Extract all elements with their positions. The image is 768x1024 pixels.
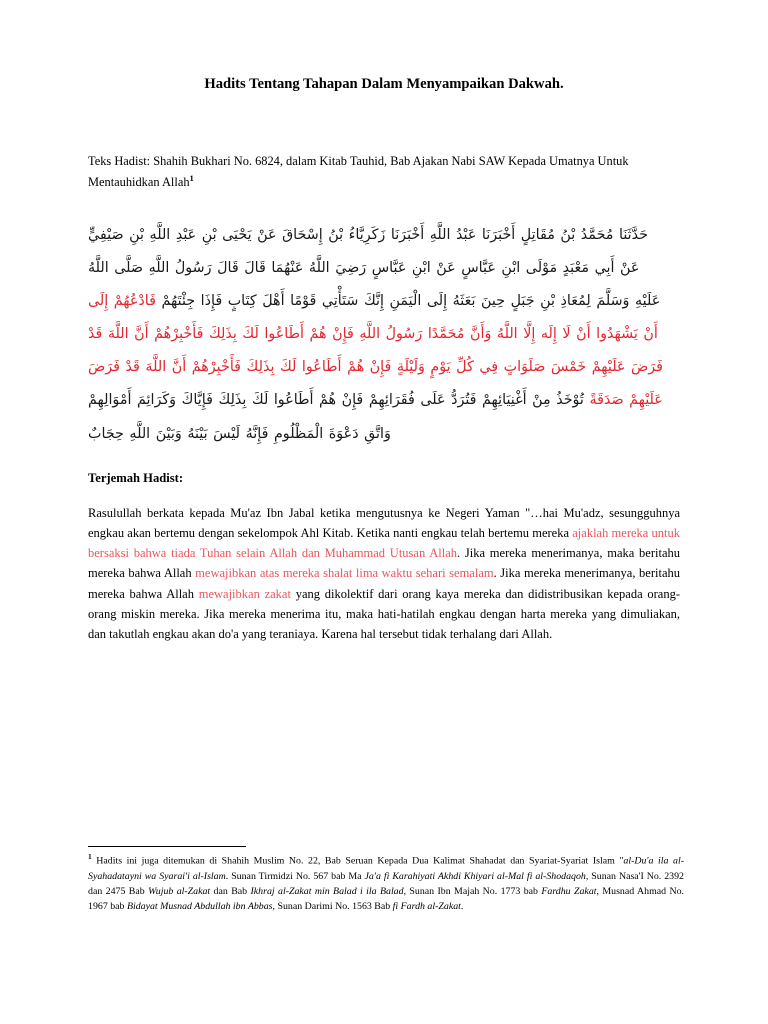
- footnote-roman-segment: .: [460, 901, 464, 913]
- arabic-line: [88, 384, 680, 417]
- footnote-roman-segment: , Sunan Ibn Majah No. 1773 bab: [403, 885, 542, 897]
- footnote-separator-rule: [88, 846, 246, 847]
- arabic-line: [88, 318, 680, 351]
- arabic-plain-segment: وَاتَّقِ دَعْوَةَ الْمَظْلُومِ فَإِنَّهُ لَيْسَ بَيْنَهُ وَبَيْنَ اللَّهِ حِجَابٌ: [88, 425, 391, 442]
- footnote-italic-segment: Wujub al-Zakat: [148, 885, 211, 897]
- arabic-plain-segment: تُوْخَذُ مِنْ أَغْنِيَائِهِمْ فَتُرَدُّ عَلَى فُقَرَائِهِمْ فَإِنْ هُمْ أَطَاعُوا لَكَ بِذَلِكَ فَإِيَّاكَ وَكَرَائِمَ أَمْوَالِهِمْ: [88, 392, 584, 409]
- arabic-hadith-text: [88, 193, 680, 451]
- footnote-roman-segment: , Sunan Nasa'I No. 2392 dan 2475 Bab: [88, 870, 684, 897]
- footnote-italic-segment: Fardhu Zakat: [541, 885, 597, 897]
- hadith-source-text: Teks Hadist: Shahih Bukhari No. 6824, dalam Kitab Tauhid, Bab Ajakan Nabi SAW Kepada Umatnya Untuk Mentauhidkan Allah: [88, 153, 629, 190]
- arabic-line: [88, 351, 680, 384]
- translation-plain-segment: . Jika mereka menerimanya, maka beritahu mereka bahwa Allah: [88, 546, 680, 581]
- translation-body: [88, 486, 680, 645]
- page-title: Hadits Tentang Tahapan Dalam Menyampaikan Dakwah.: [204, 76, 564, 92]
- arabic-plain-segment: عَنْ أَبِي مَعْبَدٍ مَوْلَى ابْنِ عَبَّاسٍ عَنْ ابْنِ عَبَّاسٍ رَضِيَ اللَّهُ عَنْهُمَا قَالَ قَالَ رَسُولُ اللَّهِ صَلَّى اللَّهُ: [88, 259, 640, 276]
- arabic-highlight-segment: فَادْعُهُمْ إِلَى: [88, 292, 156, 309]
- footnote-roman-segment: Hadits ini juga ditemukan di Shahih Muslim No. 22, Bab Seruan Kepada Dua Kalimat Shahadat dan Syariat-Syariat Islam ": [91, 855, 624, 867]
- footnote-italic-segment: Ja'a fi Karahiyati Akhdi Khiyari al-Mal fi al-Shodaqoh: [364, 870, 586, 882]
- translation-highlight-segment: mewajibkan atas mereka shalat lima waktu sehari semalam: [195, 566, 494, 581]
- translation-plain-segment: . Jika mereka menerimanya, beritahu mereka bahwa Allah: [88, 566, 680, 601]
- footnote-number: 1: [88, 852, 92, 861]
- footnote-roman-segment: , Sunan Darimi No. 1563 Bab: [272, 901, 393, 913]
- translation-heading: Terjemah Hadist:: [88, 470, 184, 485]
- arabic-highlight-segment: عَلَيْهِمْ صَدَقَةً: [583, 392, 663, 409]
- translation-plain-segment: yang dikolektif dari orang kaya mereka dan didistribusikan kepada orang-orang miskin mereka. Jika mereka menerima itu, maka hati-hatilah engkau dengan harta mereka yang dimuliakan, dan takutlah engkau akan do'a yang teraniaya. Karena hal tersebut tidak terhalang dari Allah.: [88, 586, 680, 642]
- footnote-italic-segment: Ikhraj al-Zakat min Balad i ila Balad: [250, 885, 404, 897]
- arabic-line: [88, 219, 680, 252]
- arabic-plain-segment: حَدَّثَنَا مُحَمَّدُ بْنُ مُقَاتِلٍ أَخْبَرَنَا عَبْدُ اللَّهِ أَخْبَرَنَا زَكَرِيَّاءُ بْنُ إِسْحَاقَ عَنْ يَحْيَى بْنِ عَبْدِ اللَّهِ بْنِ صَيْفِيٍّ: [88, 226, 648, 243]
- footnote-roman-segment: . Sunan Tirmidzi No. 567 bab Ma: [225, 870, 365, 882]
- arabic-highlight-segment: فَرَضَ عَلَيْهِمْ خَمْسَ صَلَوَاتٍ فِي كُلِّ يَوْمٍ وَلَيْلَةٍ فَإِنْ هُمْ أَطَاعُوا لَكَ بِذَلِكَ فَأَخْبِرْهُمْ أَنَّ اللَّهَ قَدْ فَرَضَ: [88, 359, 664, 376]
- arabic-line: [88, 252, 680, 285]
- footnote-roman-segment: dan Bab: [210, 885, 251, 897]
- translation-highlight-segment: ajaklah mereka untuk bersaksi bahwa tiada Tuhan selain Allah dan Muhammad Utusan Allah: [88, 525, 681, 561]
- footnote-italic-segment: al-Du'a ila al-Syahadatayni wa Syarai'i al-Islam: [88, 855, 684, 882]
- arabic-line: [88, 285, 680, 318]
- translation-highlight-segment: mewajibkan zakat: [198, 586, 291, 601]
- footnote-roman-segment: , Musnad Ahmad No. 1967 bab: [88, 885, 685, 913]
- footnote-italic-segment: fi Fardh al-Zakat: [392, 901, 461, 913]
- hadith-source-line: [88, 94, 680, 193]
- footnote-text: [88, 851, 684, 914]
- translation-plain-segment: Rasulullah berkata kepada Mu'az Ibn Jabal ketika mengutusnya ke Negeri Yaman "…hai Mu'adz, sesungguhnya engkau akan bertemu dengan sekelompok Ahl Kitab. Ketika nanti engkau telah bertemu mereka: [88, 505, 680, 540]
- footnote-reference-marker: 1: [189, 172, 194, 183]
- footnote-area: [88, 846, 684, 914]
- arabic-highlight-segment: أَنْ يَشْهَدُوا أَنْ لَا إِلَه إِلَّا اللَّهُ وَأَنَّ مُحَمَّدًا رَسُولُ اللَّهِ فَإِنْ هُمْ أَطَاعُوا لَكَ بِذَلِكَ فَأَخْبِرْهُمْ أَنَّ اللَّهَ قَدْ: [88, 326, 658, 343]
- footnote-italic-segment: Bidayat Musnad Abdullah ibn Abbas: [126, 901, 273, 913]
- arabic-line: [88, 418, 680, 451]
- arabic-plain-segment: عَلَيْهِ وَسَلَّمَ لِمُعَاذِ بْنِ جَبَلٍ حِينَ بَعَثَهُ إِلَى الْيَمَنِ إِنَّكَ سَتَأْتِي قَوْمًا أَهْلَ كِتَابٍ فَإِذَا جِئْتَهُمْ: [155, 292, 661, 309]
